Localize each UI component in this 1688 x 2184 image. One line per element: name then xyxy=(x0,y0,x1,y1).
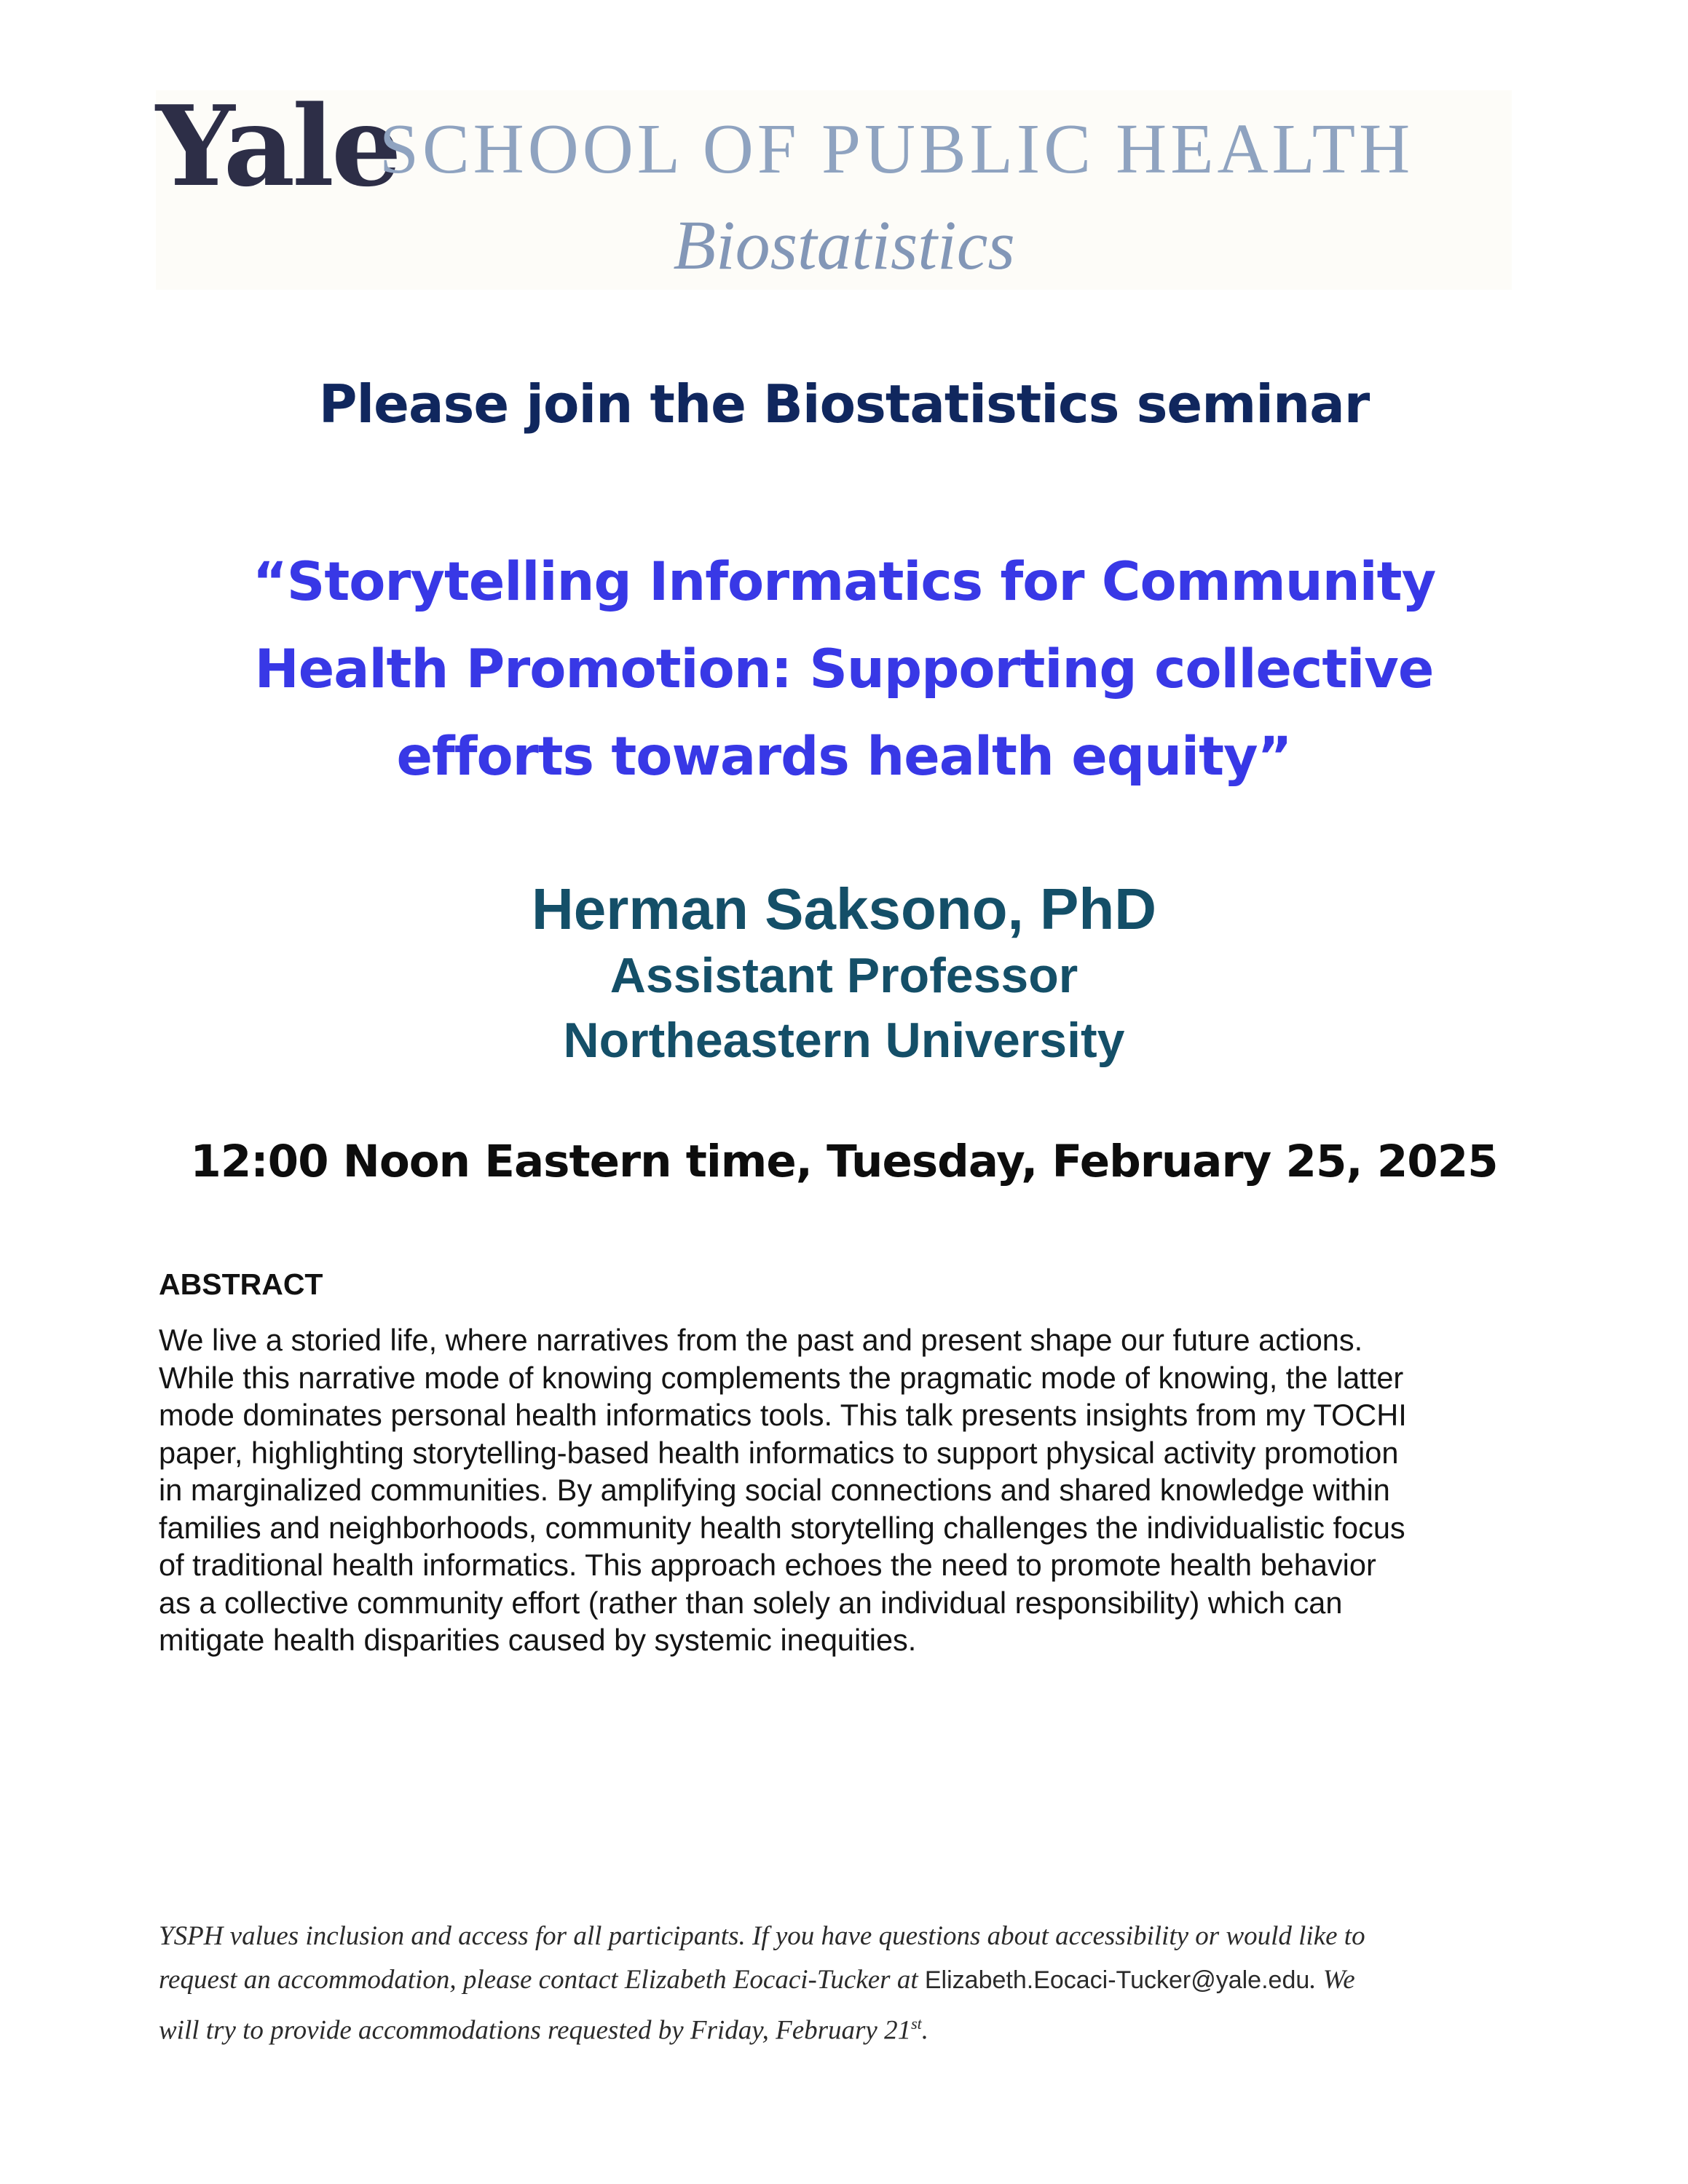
abstract-line: While this narrative mode of knowing complements the pragmatic mode of knowing, the latter xyxy=(159,1360,1404,1395)
school-logo xyxy=(156,81,1518,211)
speaker-affiliation: Northeastern University xyxy=(563,1013,1125,1068)
seminar-invitation: Please join the Biostatistics seminar xyxy=(318,373,1370,435)
abstract-line: We live a storied life, where narratives from the past and present shape our future actions. xyxy=(159,1323,1363,1357)
abstract-line: families and neighborhoods, community health storytelling challenges the individualistic focus xyxy=(159,1510,1405,1545)
speaker-role: Assistant Professor xyxy=(610,948,1078,1003)
talk-title-line: efforts towards health equity” xyxy=(396,726,1292,788)
notice-text: . We xyxy=(1309,1965,1355,1995)
notice-line: YSPH values inclusion and access for all participants. If you have questions about accessibility or would like to xyxy=(159,1921,1365,1951)
abstract-body xyxy=(159,1321,1521,1659)
accessibility-notice xyxy=(159,1915,1521,2052)
yale-wordmark: Yale xyxy=(156,81,399,211)
notice-line xyxy=(159,2002,1521,2052)
notice-text: . xyxy=(921,2015,929,2046)
abstract-line: in marginalized communities. By amplifying social connections and shared knowledge within xyxy=(159,1473,1390,1507)
speaker-name: Herman Saksono, PhD xyxy=(531,877,1156,941)
talk-title-line: “Storytelling Informatics for Community xyxy=(252,551,1436,613)
notice-line xyxy=(159,1958,1521,2002)
department-name: Biostatistics xyxy=(673,206,1015,284)
talk-title xyxy=(146,539,1542,801)
abstract-line: as a collective community effort (rather than solely an individual responsibility) which can xyxy=(159,1585,1343,1620)
talk-title-line: Health Promotion: Supporting collective xyxy=(254,638,1434,700)
notice-text: request an accommodation, please contact Elizabeth Eocaci-Tucker at xyxy=(159,1965,925,1995)
abstract-heading: ABSTRACT xyxy=(159,1267,323,1301)
abstract-line: mitigate health disparities caused by systemic inequities. xyxy=(159,1623,917,1657)
abstract-line: mode dominates personal health informatics tools. This talk presents insights from my TOCHI xyxy=(159,1398,1407,1432)
event-datetime: 12:00 Noon Eastern time, Tuesday, February 25, 2025 xyxy=(190,1136,1498,1187)
school-name: SCHOOL OF PUBLIC HEALTH xyxy=(379,110,1414,188)
contact-email-link[interactable]: Elizabeth.Eocaci-Tucker@yale.edu xyxy=(924,1966,1310,1994)
notice-text: will try to provide accommodations requested by Friday, February 21 xyxy=(159,2015,912,2046)
abstract-line: of traditional health informatics. This approach echoes the need to promote health behavior xyxy=(159,1548,1376,1582)
ordinal-suffix: st xyxy=(911,2014,922,2033)
abstract-line: paper, highlighting storytelling-based health informatics to support physical activity promotion xyxy=(159,1435,1399,1470)
